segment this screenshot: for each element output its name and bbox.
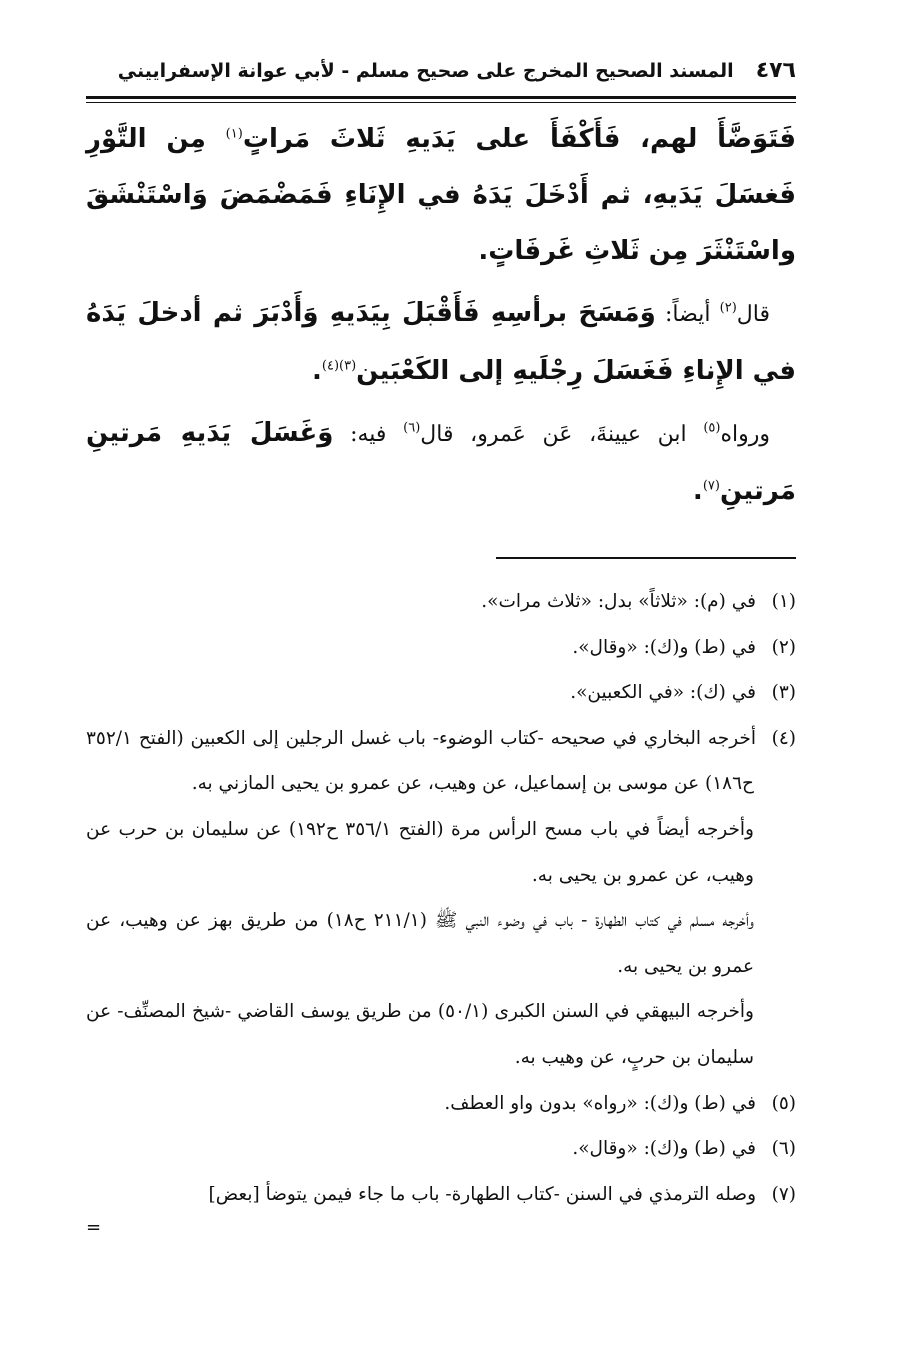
continuation-mark: = [86, 1217, 102, 1239]
footnote-ref-2: (٢) [719, 300, 737, 316]
footnote-text: وأخرجه البيهقي في السنن الكبرى (٥٠/١) من طريق يوسف القاضي -شيخ المصنِّف- عن سليمان بن حربٍ، عن وهيب به. [86, 1001, 754, 1068]
footnote-number: (٤) [771, 727, 796, 749]
footnote-ref-6: (٦) [403, 420, 421, 436]
hadith-text: . [692, 476, 703, 506]
book-page [86, 58, 796, 1239]
footnote-number: (١) [771, 591, 796, 612]
footnote-text: في (م): «ثلاثاً» بدل: «ثلاث مرات». [481, 591, 756, 612]
main-text [86, 111, 796, 519]
footnote-continuation [86, 898, 796, 989]
header-rule [86, 96, 796, 103]
hadith-text: وَمَسَحَ برأسِهِ فَأَقْبَلَ بِيَدَيهِ وَأَدْبَرَ ثم أدخلَ يَدَهُ في الإِناءِ فَغَسَلَ رِجْلَيهِ إلى الكَعْبَين [86, 298, 796, 386]
hadith-text: . [312, 356, 322, 386]
paragraph-2 [86, 285, 796, 399]
footnote-ref-1: (١) [225, 126, 243, 142]
narration-text: فيه: [333, 422, 404, 447]
footnote-item [86, 670, 796, 716]
footnotes [86, 579, 796, 1239]
footnote-item [86, 579, 796, 625]
footnote-text: أخرجه البخاري في صحيحه -كتاب الوضوء- باب غسل الرجلين إلى الكعبين (الفتح ٣٥٢/١ ح١٨٦) عن موسى بن إسماعيل، عن وهيب، عن عمرو بن يحيى المازني به. [86, 727, 756, 795]
footnote-item [86, 1172, 796, 1218]
footnote-text: في (ك): «في الكعبين». [570, 682, 756, 704]
footnote-continuation [86, 989, 796, 1080]
hadith-text: مِن التَّوْرِ فَغسَلَ يَدَيهِ، ثم أَدْخَلَ يَدَهُ في الإِنَاءِ فَمَضْمَضَ وَاسْتَنْشَقَ واسْتَنْثَرَ مِن ثَلاثِ غَرفَاتٍ. [86, 124, 796, 266]
footnote-separator [496, 557, 796, 559]
paragraph-1 [86, 111, 796, 279]
paragraph-3 [86, 405, 796, 519]
footnote-text: في (ط) و(ك): «وقال». [572, 1138, 756, 1160]
footnote-text: في (ط) و(ك): «وقال». [572, 636, 756, 658]
footnote-number: (٣) [771, 682, 796, 704]
footnote-item [86, 1081, 796, 1127]
footnote-item [86, 625, 796, 671]
footnote-text: وصله الترمذي في السنن -كتاب الطهارة- باب ما جاء فيمن يتوضأ [بعض] [208, 1183, 756, 1205]
narration-text: قال [736, 302, 770, 327]
hadith-text: فَتَوَضَّأَ لهم، فَأَكْفَأَ على يَدَيهِ ثَلاثَ مَراتٍ [242, 124, 796, 154]
narration-text: أيضاً: [655, 302, 720, 327]
narration-text: ابن عيينةَ، عَن عَمرو، قال [420, 422, 704, 447]
footnote-text: في (ط) و(ك): «رواه» بدون واو العطف. [444, 1092, 756, 1114]
hadith-text: وَغَسَلَ يَدَيهِ مَرتينِ مَرتينِ [86, 418, 796, 506]
footnote-ref-3-4: (٣)(٤) [321, 358, 357, 374]
running-header [86, 58, 796, 94]
footnote-text: وأخرجه مسلم في كتاب الطهارة - باب في وضوء النبي ﷺ (٢١١/١ ح١٨) من طريق بهز عن وهيب، عن عمرو بن يحيى به. [86, 910, 754, 977]
footnote-number: (٦) [771, 1138, 796, 1160]
footnote-number: (٥) [771, 1092, 796, 1114]
footnote-ref-5: (٥) [703, 420, 721, 436]
footnote-text: وأخرجه أيضاً في باب مسح الرأس مرة (الفتح ٣٥٦/١ ح١٩٢) عن سليمان بن حرب عن وهيب، عن عمرو بن يحيى به. [86, 818, 754, 886]
footnote-number: (٢) [771, 636, 796, 658]
footnote-item [86, 1126, 796, 1172]
footnote-number: (٧) [771, 1183, 796, 1205]
running-title: المسند الصحيح المخرج على صحيح مسلم - لأبي عوانة الإسفراييني [117, 60, 734, 82]
footnote-item [86, 716, 796, 807]
narration-text: ورواه [720, 422, 770, 447]
footnote-continuation [86, 807, 796, 898]
page-number: ٤٧٦ [755, 58, 796, 83]
footnote-ref-7: (٧) [702, 478, 720, 494]
